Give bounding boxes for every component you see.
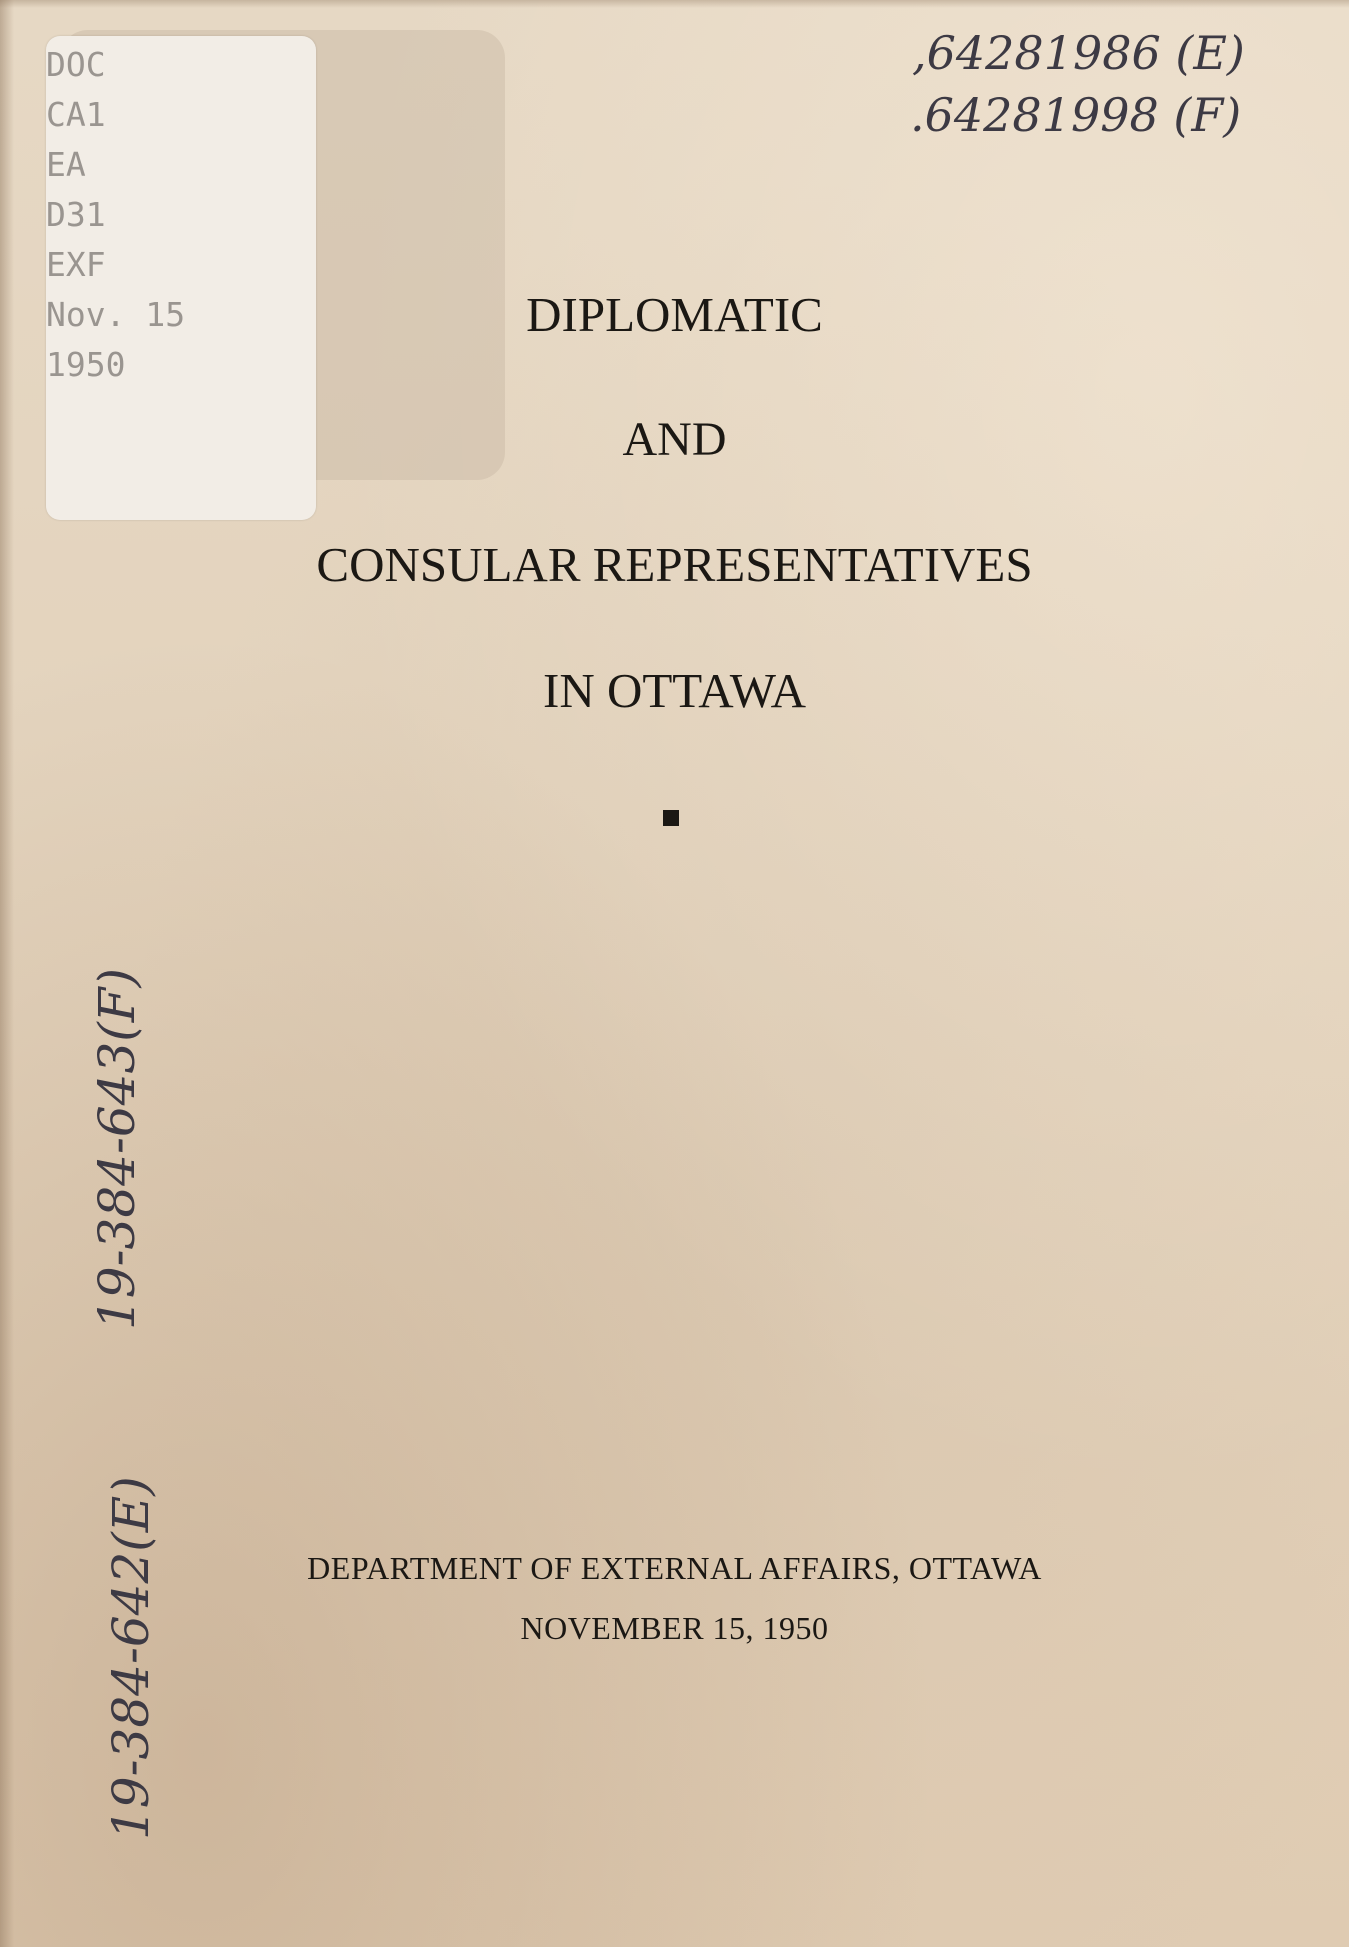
call-number-line: D31 bbox=[46, 195, 106, 234]
call-number-line: Nov. 15 bbox=[46, 295, 186, 334]
handwritten-vertical-number: 19-384-642(E) bbox=[102, 1476, 160, 1840]
publication-date: NOVEMBER 15, 1950 bbox=[520, 1610, 829, 1646]
call-number-line: EXF bbox=[46, 245, 106, 284]
square-ornament bbox=[663, 810, 679, 826]
call-number-line: EA bbox=[46, 145, 86, 184]
call-number-line: CA1 bbox=[46, 95, 106, 134]
title-line-3: CONSULAR REPRESENTATIVES bbox=[316, 537, 1033, 592]
publisher-line: DEPARTMENT OF EXTERNAL AFFAIRS, OTTAWA bbox=[307, 1550, 1042, 1586]
handwritten-vertical-number: 19-384-643(F) bbox=[88, 968, 146, 1330]
handwritten-accession-number: .64281998 (F) bbox=[910, 88, 1242, 142]
call-number-line: 1950 bbox=[46, 345, 126, 384]
title-line-2: AND bbox=[622, 413, 727, 466]
call-number-line: DOC bbox=[46, 45, 106, 84]
handwritten-accession-number: ,64281986 (E) bbox=[912, 26, 1245, 80]
title-line-1: DIPLOMATIC bbox=[526, 287, 823, 342]
cover-top-edge bbox=[0, 0, 1349, 8]
title-line-4: IN OTTAWA bbox=[543, 663, 806, 718]
